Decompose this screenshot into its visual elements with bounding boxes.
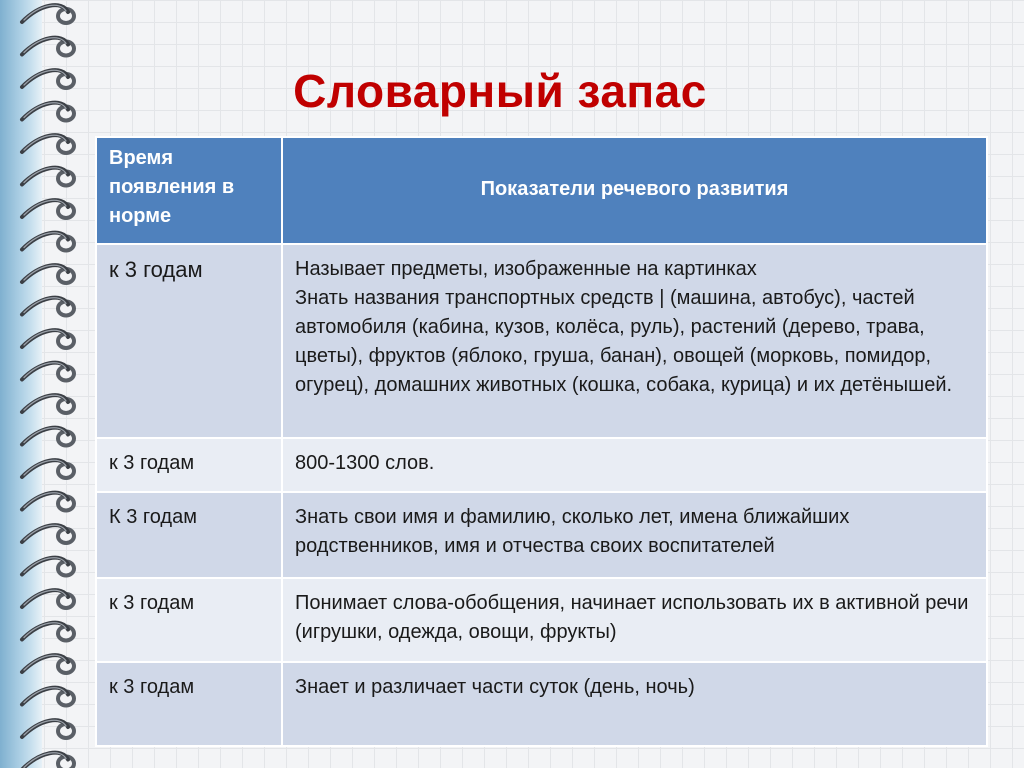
table-row (96, 244, 987, 438)
spiral-ring (22, 655, 76, 675)
row-age: к 3 годам (96, 438, 282, 492)
spiral-ring (22, 395, 76, 415)
row-text (282, 244, 987, 438)
table-row (96, 492, 987, 578)
spiral-rings (0, 0, 90, 768)
table-row (96, 438, 987, 492)
row-age: к 3 годам (96, 578, 282, 662)
spiral-ring (22, 428, 76, 448)
spiral-ring (22, 363, 76, 383)
spiral-ring (22, 525, 76, 545)
spiral-ring (22, 265, 76, 285)
table-row (96, 578, 987, 662)
spiral-ring (22, 330, 76, 350)
spiral-ring (22, 135, 76, 155)
page-title: Словарный запас (293, 65, 707, 117)
row-text: Знает и различает части суток (день, ночь) (282, 662, 987, 746)
spiral-ring (22, 5, 76, 25)
row-text: Знать свои имя и фамилию, сколько лет, имена ближайших родственников, имя и отчества своих воспитателей (282, 492, 987, 578)
spiral-ring (22, 298, 76, 318)
notebook-binding (0, 0, 90, 768)
row-text-line-2: Знать названия транспортных средств | (машина, автобус), частей автомобиля (кабина, кузов, колёса, руль), растений (дерево, трава, цветы), фруктов (яблоко, груша, банан), овощей (морковь, помидор, огурец), домашних животных (кошка, собака, курица) и их детёнышей. (295, 287, 953, 396)
spiral-ring (22, 688, 76, 708)
header-time: Время появления в норме (96, 137, 282, 244)
spiral-ring (22, 38, 76, 58)
spiral-ring (22, 623, 76, 643)
row-age: к 3 годам (96, 244, 282, 438)
spiral-ring (22, 493, 76, 513)
spiral-ring (22, 753, 76, 768)
row-text: Понимает слова-обобщения, начинает использовать их в активной речи (игрушки, одежда, овощи, фрукты) (282, 578, 987, 662)
row-text-line-1: Называет предметы, изображенные на картинках (295, 258, 757, 280)
speech-table (95, 136, 986, 747)
row-age: к 3 годам (96, 662, 282, 746)
table-row (96, 662, 987, 746)
spiral-ring (22, 70, 76, 90)
spiral-ring (22, 168, 76, 188)
header-indicators: Показатели речевого развития (282, 137, 987, 244)
spiral-ring (22, 460, 76, 480)
row-text: 800-1300 слов. (282, 438, 987, 492)
row-age: К 3 годам (96, 492, 282, 578)
spiral-ring (22, 233, 76, 253)
spiral-ring (22, 590, 76, 610)
spiral-ring (22, 720, 76, 740)
spiral-ring (22, 200, 76, 220)
table-header-row (96, 137, 987, 244)
spiral-ring (22, 103, 76, 123)
spiral-ring (22, 558, 76, 578)
